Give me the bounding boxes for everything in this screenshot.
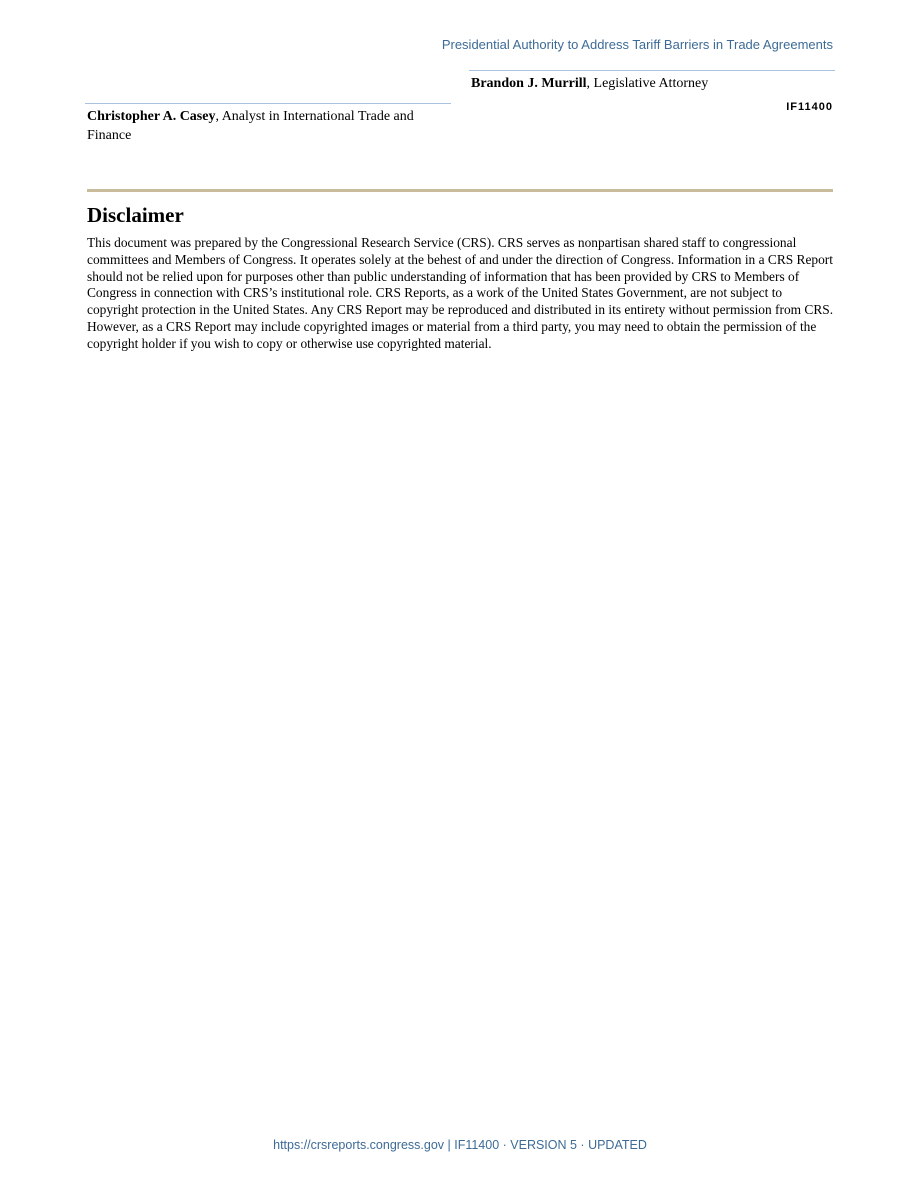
author-divider-left xyxy=(85,103,451,104)
disclaimer-heading: Disclaimer xyxy=(87,203,184,227)
disclaimer-body: This document was prepared by the Congressional Research Service (CRS). CRS serves as nonpartisan shared staff to congressional committees and Members of Congress. It operates solely at the behest of and under the direction of Congress. Information in a CRS Report should not be relied upon for purposes other than public understanding of information that has been provided by CRS to Members of Congress in connection with CRS’s institutional role. CRS Reports, as a work of the United States Government, are not subject to copyright protection in the United States. Any CRS Report may be reproduced and distributed in its entirety without permission from CRS. However, as a CRS Report may include copyrighted images or material from a third party, you may need to obtain the permission of the copyright holder if you wish to copy or otherwise use copyrighted material. xyxy=(87,235,834,351)
author-name: Brandon J. Murrill xyxy=(471,76,587,91)
author-name: Christopher A. Casey xyxy=(87,109,216,124)
author-title: , Legislative Attorney xyxy=(586,76,709,91)
footer-report-url[interactable]: https://crsreports.congress.gov | IF11400 · VERSION 5 · UPDATED xyxy=(273,1138,647,1152)
author-divider-right xyxy=(469,70,835,71)
author-block-casey xyxy=(87,107,449,145)
section-divider xyxy=(87,189,833,192)
author-block-murrill xyxy=(471,74,771,93)
running-header-title: Presidential Authority to Address Tariff Barriers in Trade Agreements xyxy=(441,37,833,52)
report-id: IF11400 xyxy=(786,101,833,113)
author-title: , Analyst in International Trade and Finance xyxy=(87,109,414,143)
